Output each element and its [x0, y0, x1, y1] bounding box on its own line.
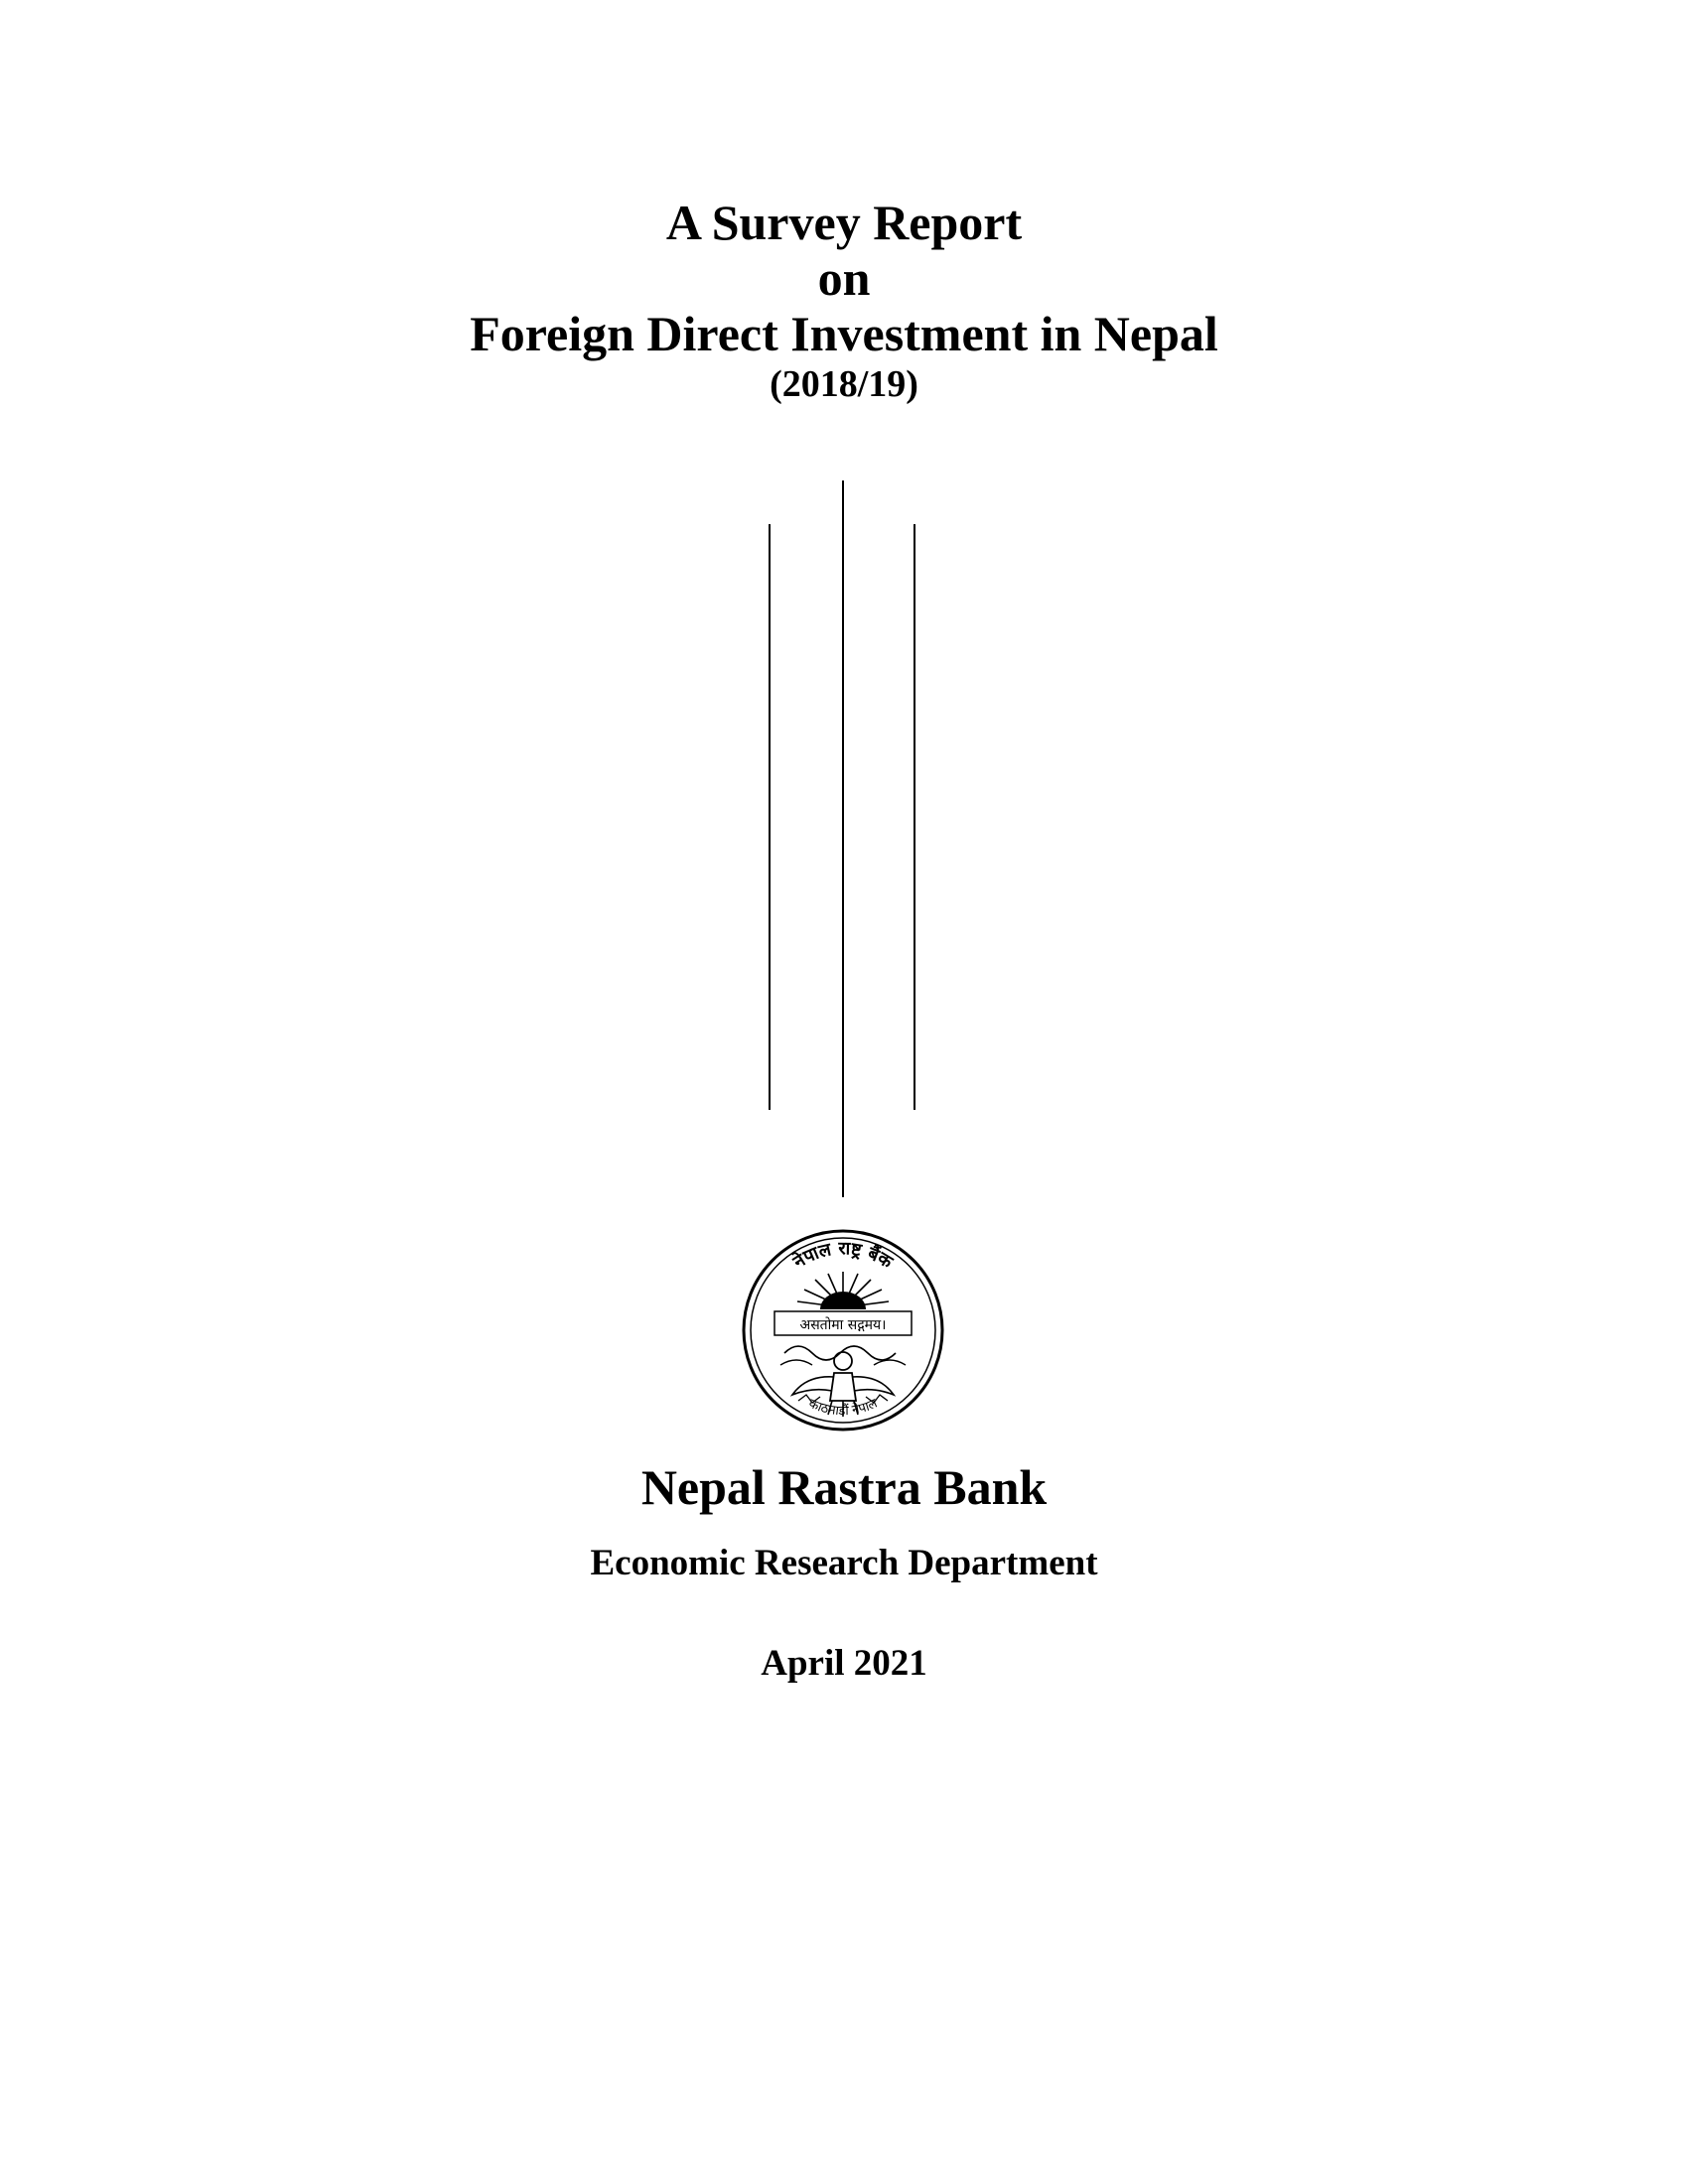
seal-top-text: नेपाल राष्ट्र बैंक	[789, 1238, 897, 1274]
nepal-rastra-bank-seal-icon	[741, 1226, 945, 1434]
title-line-3: Foreign Direct Investment in Nepal	[470, 306, 1218, 361]
center-vertical-line	[842, 480, 844, 1197]
left-vertical-line	[769, 524, 771, 1110]
title-line-1: A Survey Report	[665, 195, 1023, 250]
right-vertical-line	[914, 524, 915, 1110]
organization-name: Nepal Rastra Bank	[640, 1459, 1048, 1515]
report-title	[0, 195, 1688, 407]
svg-text:नेपाल राष्ट्र बैंक	[788, 1238, 898, 1274]
publication-date: April 2021	[761, 1643, 927, 1684]
title-line-2: on	[817, 250, 871, 306]
seal-bottom-text: काठमाडौं नेपाल	[806, 1396, 880, 1420]
svg-text:काठमाडौं नेपाल	[806, 1396, 880, 1419]
department-name: Economic Research Department	[590, 1543, 1098, 1583]
title-period: (2018/19)	[770, 363, 918, 405]
seal-motto-text: असतोमा सद्गमय।	[799, 1317, 887, 1333]
